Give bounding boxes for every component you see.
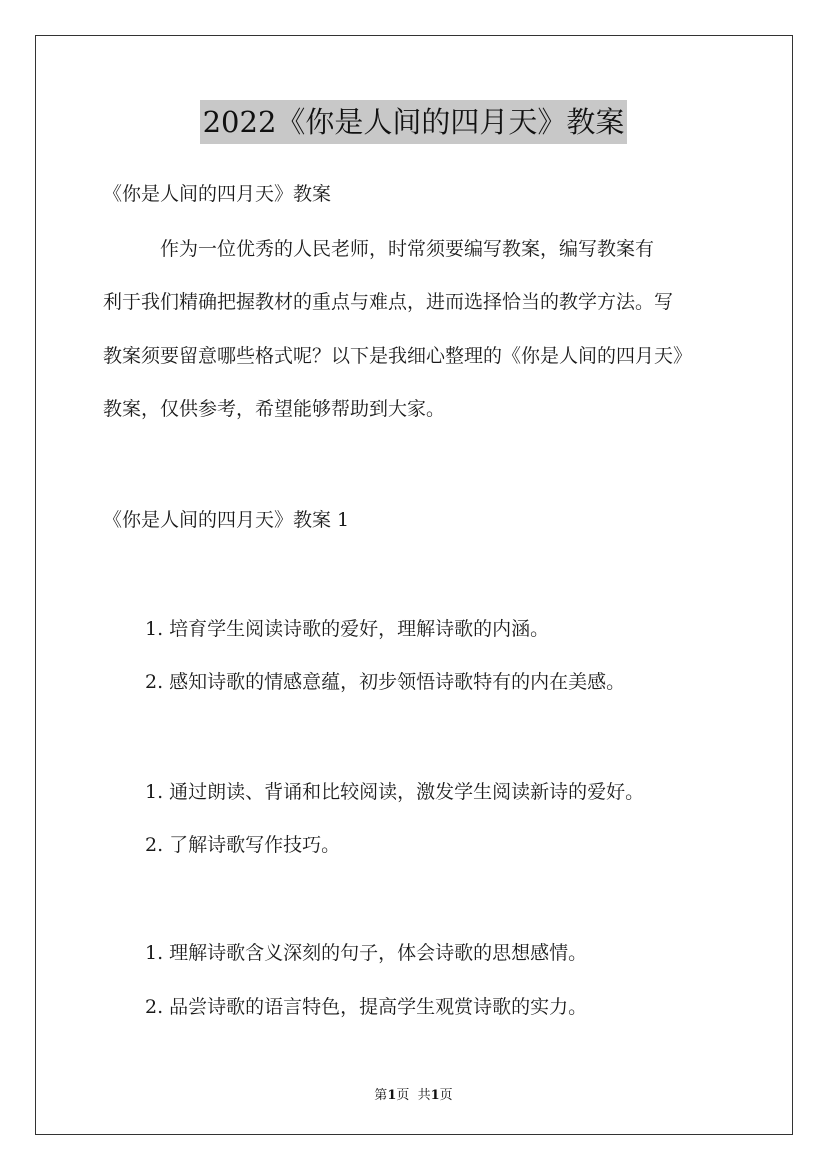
footer-suffix: 页	[439, 1088, 453, 1103]
list-item: 2. 了解诗歌写作技巧。	[145, 834, 341, 856]
list-item: 1. 理解诗歌含义深刻的句子，体会诗歌的思想感情。	[145, 942, 588, 964]
list-item: 2. 感知诗歌的情感意蕴，初步领悟诗歌特有的内在美感。	[145, 671, 626, 693]
document-title	[0, 100, 827, 144]
subtitle: 《你是人间的四月天》教案	[103, 183, 332, 205]
section-heading: 《你是人间的四月天》教案 1	[103, 509, 350, 531]
intro-line-4: 教案，仅供参考，希望能够帮助到大家。	[103, 398, 446, 420]
document-title-text: 2022《你是人间的四月天》教案	[200, 100, 628, 144]
footer-page-number: 1	[387, 1088, 397, 1103]
footer-total-pages: 1	[430, 1088, 440, 1103]
intro-line-1: 作为一位优秀的人民老师，时常须要编写教案，编写教案有	[160, 238, 655, 260]
list-item: 2. 品尝诗歌的语言特色，提高学生观赏诗歌的实力。	[145, 996, 588, 1018]
list-item: 1. 通过朗读、背诵和比较阅读，激发学生阅读新诗的爱好。	[145, 781, 645, 803]
footer-prefix: 第	[374, 1088, 388, 1103]
intro-line-3: 教案须要留意哪些格式呢？以下是我细心整理的《你是人间的四月天》	[103, 345, 693, 367]
page-footer	[0, 1084, 827, 1103]
footer-mid: 页 共	[396, 1088, 431, 1103]
intro-line-2: 利于我们精确把握教材的重点与难点，进而选择恰当的教学方法。写	[103, 291, 674, 313]
list-item: 1. 培育学生阅读诗歌的爱好，理解诗歌的内涵。	[145, 618, 550, 640]
